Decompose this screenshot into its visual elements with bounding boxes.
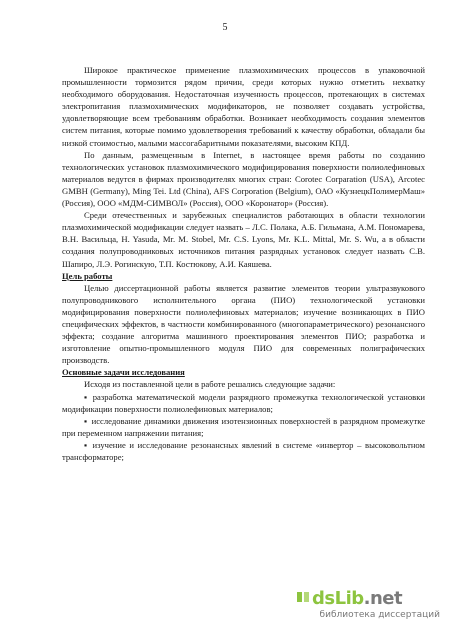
bullet-icon: ▪ xyxy=(84,391,89,402)
paragraph-goal: Целью диссертационной работы является развитие элементов теории ультразвукового полупроводникового исполнительного органа (ПИО) технологической установки модифицирования поверхности полиолефиновых материалов; изучение возникающих в ПИО специфических эффектов, в частности комбинированного (многопараметрического) резонансного эффекта; создание алгоритма машинного проектирования элементов ПИО; разработка и изготовление опытно-промышленного модуля ПИО для современных полиграфических производств. xyxy=(62,282,425,366)
paragraph: Широкое практическое применение плазмохимических процессов в упаковочной промышленности тормозится рядом причин, среди которых нужно отметить нехватку необходимого оборудования. Недостаточная изученность процессов, протекающих в системах электропитания плазмохимических модификаторов, не позволяет создавать устройства, удовлетворяющие всем требованиям обработки. Возникает необходимость создания элементов систем питания, которые помимо удовлетворения требований к качеству обработки, обладали бы низкой стоимостью, малыми массогабаритными показателями, высоким КПД. xyxy=(62,65,425,148)
watermark-subtitle: библиотека диссертаций xyxy=(319,610,440,620)
watermark[interactable] xyxy=(290,588,440,628)
list-item-text: изучение и исследование резонансных явлений в системе «инвертор – высоковольтном трансформаторе; xyxy=(62,439,425,462)
section-heading-tasks: Основные задачи исследования xyxy=(62,367,185,378)
book-icon xyxy=(296,590,310,604)
bullet-icon: ▪ xyxy=(84,415,88,426)
list-item-text: разработка математической модели разрядного промежутка технологической установки модификации поверхности полиолефиновых материалов; xyxy=(62,391,426,414)
paragraph: Среди отечественных и зарубежных специалистов работающих в области технологии плазмохимической модификации следует назвать – Л.С. Полака, А.Б. Гильмана, А.М. Пономарева, В.Н. Васильца, H. Yasuda, Mr. M. Stobel, Mr. C.S. Lyons, Mr. K.L. Mittal, Mr. S. Wu, а в области создания полупроводниковых источников питания разрядных установок следует назвать С.В. Шапиро, Л.Э. Рогинскую, Т.П. Костюкову, А.И. Каяшева. xyxy=(62,210,425,269)
section-heading-goal: Цель работы xyxy=(62,270,113,281)
paragraph-tasks-intro: Исходя из поставленной цели в работе решались следующие задачи: xyxy=(84,379,336,390)
watermark-logo-main: dsLib xyxy=(312,588,364,609)
list-item xyxy=(62,439,425,463)
paragraph: По данным, размещенным в Internet, в настоящее время работы по созданию технологических установок плазмохимического модифицирования поверхности полиолефиновых материалов ведутся в фирмах производителях многих стран: Corotec Corparation (USA), Arcotec GMBH (Germany), Ming Tei. Ltd (China), AFS Corporation (Belgium), ОАО «КузнецкПолимерМаш» (Россия), ООО «МДМ-СИМВОЛ» (Россия), ООО «Коронатор» (Россия). xyxy=(62,149,425,209)
list-item xyxy=(62,391,425,415)
bullet-icon: ▪ xyxy=(84,439,89,450)
watermark-logo xyxy=(312,588,402,609)
list-item-text: исследование динамики движения изотензионных поверхностей в разрядном промежутке при переменном напряжении питания; xyxy=(62,415,426,438)
list-item xyxy=(62,415,425,439)
document-body xyxy=(62,64,425,463)
page-number: 5 xyxy=(222,22,228,33)
watermark-logo-tld: .net xyxy=(363,588,403,609)
